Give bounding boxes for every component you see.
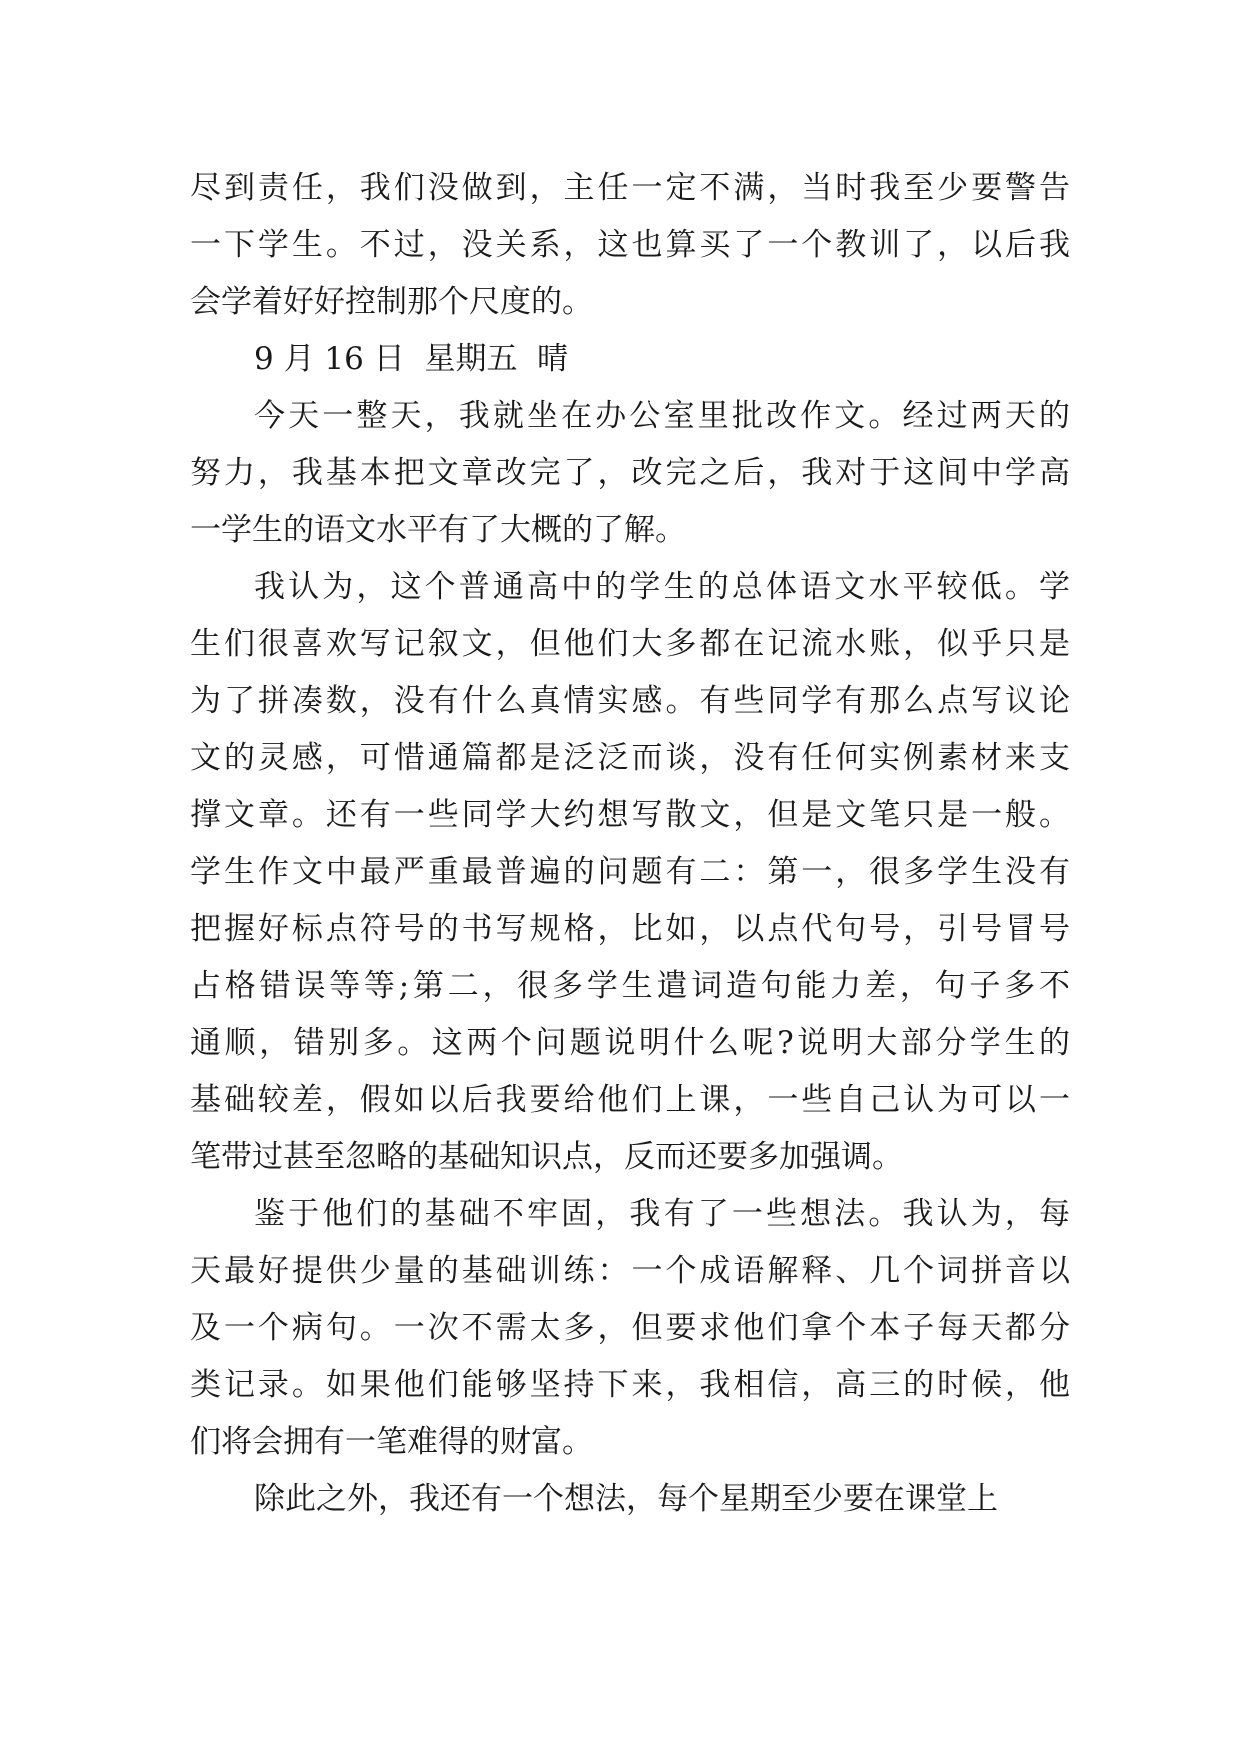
- paragraph-first-line: 鉴于他们的基础不牢固，我有了一些想法。我认为，每: [254, 1196, 1070, 1232]
- text-line: 努力，我基本把文章改完了，改完之后，我对于这间中学高: [190, 455, 1070, 491]
- text-line: 及一个病句。一次不需太多，但要求他们拿个本子每天都分: [190, 1310, 1070, 1346]
- text-line: 笔带过甚至忽略的基础知识点，反而还要多加强调。: [190, 1139, 903, 1175]
- text-line: 天最好提供少量的基础训练：一个成语解释、几个词拼音以: [190, 1253, 1070, 1289]
- text-line: 学生作文中最严重最普遍的问题有二：第一，很多学生没有: [190, 854, 1070, 890]
- paragraph-first-line: 除此之外，我还有一个想法，每个星期至少要在课堂上: [254, 1481, 998, 1517]
- text-line: 尽到责任，我们没做到，主任一定不满，当时我至少要警告: [190, 170, 1070, 206]
- text-line: 占格错误等等;第二，很多学生遣词造句能力差，句子多不: [190, 968, 1070, 1004]
- paragraph-first-line: 我认为，这个普通高中的学生的总体语文水平较低。学: [254, 569, 1070, 605]
- text-line: 一学生的语文水平有了大概的了解。: [190, 512, 686, 548]
- text-line: 把握好标点符号的书写规格，比如，以点代句号，引号冒号: [190, 911, 1070, 947]
- text-line: 基础较差，假如以后我要给他们上课，一些自己认为可以一: [190, 1082, 1070, 1118]
- text-line: 通顺，错别多。这两个问题说明什么呢?说明大部分学生的: [190, 1025, 1070, 1061]
- text-line: 撑文章。还有一些同学大约想写散文，但是文笔只是一般。: [190, 797, 1070, 833]
- text-line: 类记录。如果他们能够坚持下来，我相信，高三的时候，他: [190, 1367, 1070, 1403]
- diary-date-heading: 9 月 16 日 星期五 晴: [254, 341, 569, 377]
- text-line: 一下学生。不过，没关系，这也算买了一个教训了，以后我: [190, 227, 1070, 263]
- text-line: 们将会拥有一笔难得的财富。: [190, 1424, 593, 1460]
- text-line: 会学着好好控制那个尺度的。: [190, 284, 593, 320]
- document-body: [190, 160, 1070, 1528]
- text-line: 文的灵感，可惜通篇都是泛泛而谈，没有任何实例素材来支: [190, 740, 1070, 776]
- text-line: 生们很喜欢写记叙文，但他们大多都在记流水账，似乎只是: [190, 626, 1070, 662]
- paragraph-first-line: 今天一整天，我就坐在办公室里批改作文。经过两天的: [254, 398, 1070, 434]
- text-line: 为了拼凑数，没有什么真情实感。有些同学有那么点写议论: [190, 683, 1070, 719]
